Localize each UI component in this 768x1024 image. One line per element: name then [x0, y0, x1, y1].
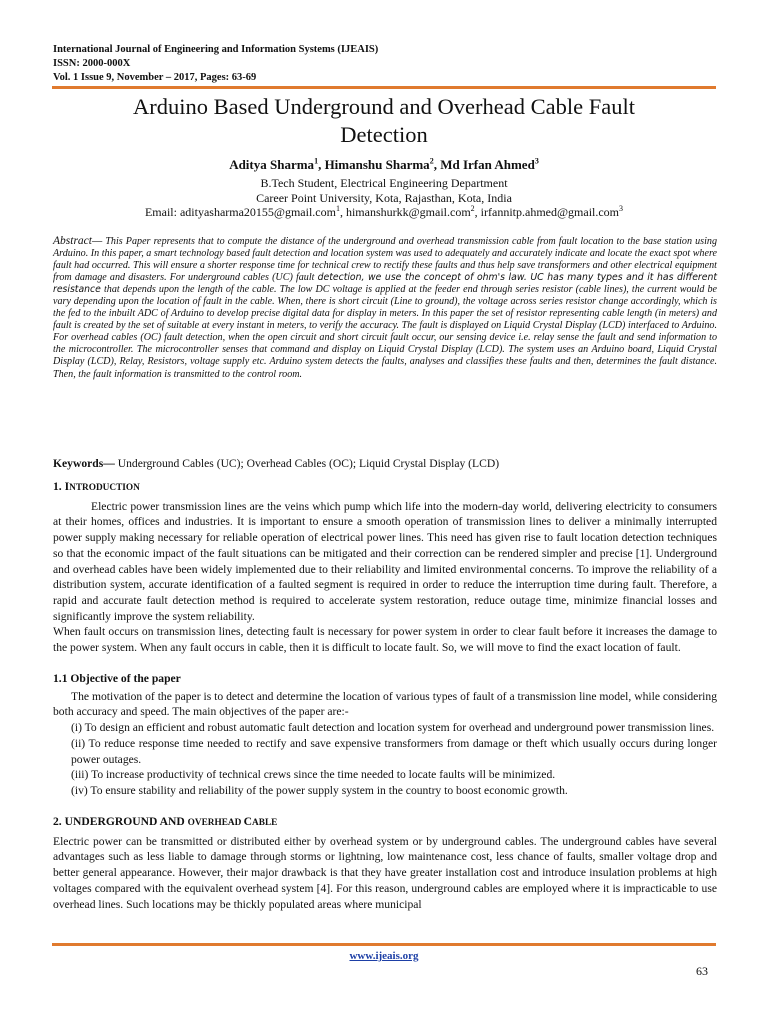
paragraph: Electric power transmission lines are the veins which pump which life into the modern-day world, delivering electricity to consumers at their homes, offices and industries. It is important to ensure a smooth operation of transmission lines to deliver a minimally interrupted power supply making necessary for reliable operation of electrical power lines. This need has given rise to fault location detection techniques so that the economic impact of the fault situations can be mitigated and their correction can be rendered simpler and precise [1]. Underground and overhead cables have been widely implemented due to their reliability and limited environmental concerns. To improve the reliability of a distribution system, accurate identification of a faulted segment is required in order to reduce the interruption time during fault. Therefore, a rapid and accurate fault detection method is required to accelerate system restoration, reduce outage time, minimize financial losses and significantly improve the system reliability.: [53, 499, 717, 623]
header-rule: [52, 86, 716, 89]
list-item: (i) To design an efficient and robust automatic fault detection and location system for overhead and underground power transmission lines.: [71, 721, 715, 735]
affiliation-univ: Career Point University, Kota, Rajasthan, Kota, India: [256, 190, 512, 205]
page-number: 63: [696, 964, 708, 978]
author-name: Himanshu Sharma: [324, 157, 430, 172]
paragraph: When fault occurs on transmission lines, detecting fault is necessary for power system in order to clear fault before it increases the damage to the power system. When any fault occurs in cable, then it is difficult to locate fault. So, we will move to find the exact location of fault.: [53, 625, 717, 655]
list-item: (ii) To reduce response time needed to rectify and save expensive transformers from damage or theft which usually occurs during longer power outages.: [71, 736, 717, 766]
paper-title: Arduino Based Underground and Overhead Cable Fault Detection: [133, 94, 635, 147]
email-link[interactable]: irfannitp.ahmed@gmail.com: [480, 205, 620, 219]
email-line: Email: adityasharma20155@gmail.com$^1$, himanshurkk@gmail.com$^2$, irfannitp.ahmed@gmail.com$^3$: [144, 204, 624, 219]
handwritten-annotation: detection, we use the concept of ohm's law. UC has many types and it has different resistance: [53, 272, 717, 296]
keywords-label: Keywords—: [53, 457, 115, 470]
footer-url-link[interactable]: www.ijeais.org: [349, 950, 419, 962]
affiliation-dept: B.Tech Student, Electrical Engineering Department: [260, 176, 508, 190]
email-link[interactable]: himanshurkk@gmail.com: [345, 205, 471, 219]
affiliation: [60, 176, 708, 220]
journal-issn: ISSN: 2000-000X: [53, 58, 131, 69]
list-item: (iii) To increase productivity of technical crews since the time needed to locate faults will be minimized.: [71, 768, 556, 782]
author-name: Aditya Sharma: [229, 157, 315, 172]
journal-name: International Journal of Engineering and Information Systems (IJEAIS): [53, 44, 379, 55]
section-introduction: [53, 479, 717, 656]
section-underground-overhead: [53, 814, 717, 912]
paragraph: The motivation of the paper is to detect and determine the location of various types of fault of a transmission line model, while considering both accuracy and speed. The main objectives of the paper are:-: [53, 689, 717, 719]
abstract: Abstract— This Paper represents that to compute the distance of the underground and overhead transmission cable from fault location to the base station using Arduino. In this paper, a smart technology based fault detection and location system was used to adequately and accurately indicate and locate the exact spot where fault had occurred. This will ensure a shorter response time for technical crew to rectify these faults and thus help save transformers and other electrical equipment from damage and disasters. For underground cables (UC) fault detection, we use the concept of ohm's law. UC has many types and it has different resistance that depends upon the length of the cable. The low DC voltage is applied at the feeder end through series resistor (cable lines), the current would be vary depending upon the location of fault in the cable. When, there is short circuit (Line to ground), the voltage across series resistor change accordingly, which is the fed to the inbuilt ADC of Arduino to develop precise digital data for display in meters. In this paper the set of resistor representing cable length (in meters) and fault is created by the set of suitable at every instant in meters, to verify the accuracy. The fault is displayed on Liquid Crystal Display (LCD) interfaced to Arduino. For overhead cables (OC) fault detection, when the open circuit and short circuit fault occur, our sensing device i.e. relay sense the fault and send information to the microcontroller. The microcontroller senses that command and display on Liquid Crystal Display (LCD). The system uses an Arduino board, Liquid Crystal Display (LCD), Relay, Resistors, voltage supply etc. Arduino system detects the faults, analyses and classifies these faults and then, determines the fault distance. Then, the fault information is transmitted to the control room.: [53, 235, 717, 380]
keywords: Keywords— Underground Cables (UC); Overhead Cables (OC); Liquid Crystal Display (LCD): [53, 457, 500, 470]
section-objective: [53, 671, 717, 799]
paragraph: Electric power can be transmitted or distributed either by overhead system or by underground cables. The underground cables have several advantages such as less liable to damage through storms or lightning, low maintenance cost, less chance of faults, smaller voltage drop and better general appearance. However, their major drawback is that they have greater installation cost and introduce insulation problems at high voltages compared with the equivalent overhead system [4]. For this reason, underground cables are employed where it is impracticable to use overhead lines. Such locations may be thickly populated areas where municipal: [53, 834, 717, 911]
abstract-label: Abstract—: [53, 235, 103, 247]
footer-rule: [52, 943, 716, 946]
email-link[interactable]: adityasharma20155@gmail.com: [179, 205, 336, 219]
author-name: Md Irfan Ahmed: [440, 157, 535, 172]
journal-header: [53, 43, 378, 85]
author-list: Aditya Sharma$^1$, Himanshu Sharma$^2$, Md Irfan Ahmed$^3$: [229, 156, 539, 172]
list-item: (iv) To ensure stability and reliability of the power supply system in the country to boost economic growth.: [71, 783, 568, 797]
section-heading: 1. INTRODUCTION: [53, 480, 140, 493]
section-heading: 1.1 Objective of the paper: [53, 672, 181, 685]
section-heading: 2. UNDERGROUND AND OVERHEAD CABLE: [53, 815, 278, 828]
journal-volume: Vol. 1 Issue 9, November – 2017, Pages: 63-69: [53, 72, 257, 83]
